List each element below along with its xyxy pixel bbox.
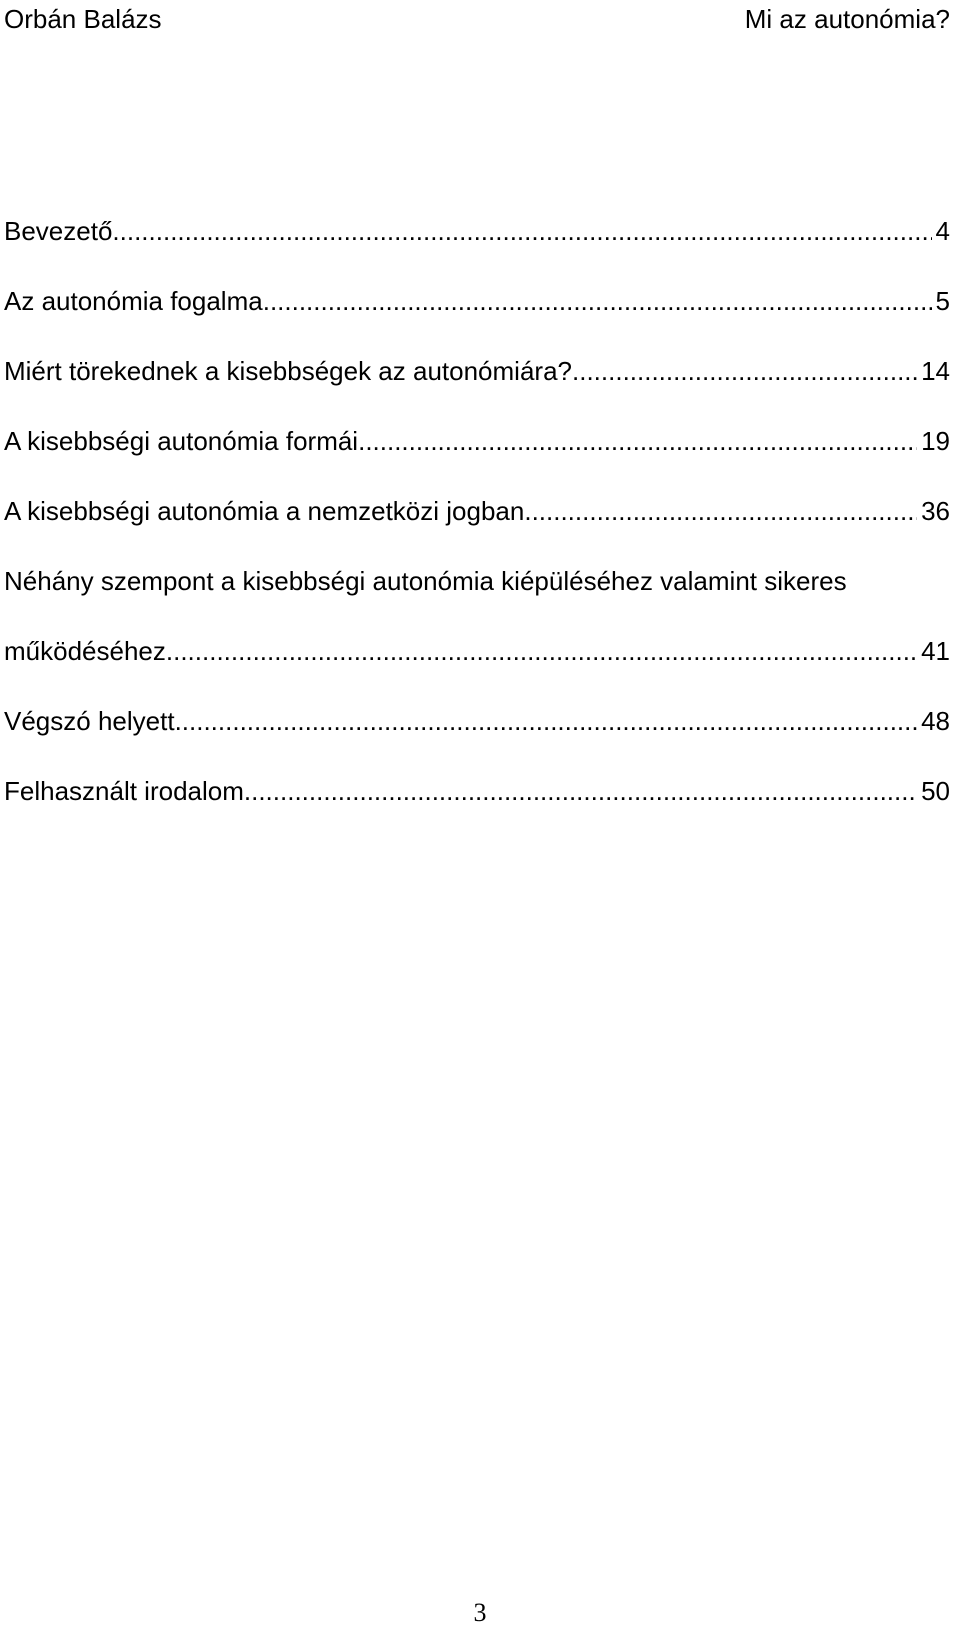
toc-entry-title: A kisebbségi autonómia a nemzetközi jogban — [4, 496, 525, 526]
toc-entry-title: A kisebbségi autonómia formái — [4, 426, 359, 456]
toc-entry-title: Végszó helyett — [4, 706, 175, 736]
header-author: Orbán Balázs — [4, 4, 162, 34]
toc-entry-page: 4 — [935, 216, 950, 246]
toc-dot-leader — [358, 424, 917, 458]
toc-entry-title-line2: működéséhez — [4, 636, 166, 666]
toc-entry-page: 50 — [921, 776, 950, 806]
toc-dot-leader — [572, 354, 917, 388]
toc-dot-leader — [524, 494, 917, 528]
toc-entry-page: 36 — [921, 496, 950, 526]
page-header — [4, 2, 950, 36]
toc-entry-autonomia-formai[interactable] — [4, 424, 950, 458]
toc-entry-page: 48 — [921, 706, 950, 736]
toc-dot-leader — [263, 284, 932, 318]
toc-entry-title: Bevezető — [4, 216, 113, 246]
toc-entry-title-line1: Néhány szempont a kisebbségi autonómia kiépüléséhez valamint sikeres — [4, 566, 847, 596]
toc-dot-leader — [175, 704, 918, 738]
table-of-contents — [4, 214, 950, 808]
toc-dot-leader — [244, 774, 917, 808]
toc-entry-autonomia-fogalma[interactable] — [4, 284, 950, 318]
toc-dot-leader — [112, 214, 931, 248]
toc-dot-leader — [166, 634, 917, 668]
toc-entry-title: Felhasznált irodalom — [4, 776, 244, 806]
toc-entry-page: 14 — [921, 356, 950, 386]
toc-entry-vegszo-helyett[interactable] — [4, 704, 950, 738]
toc-entry-felhasznalt-irodalom[interactable] — [4, 774, 950, 808]
toc-entry-page: 5 — [935, 286, 950, 316]
header-title: Mi az autonómia? — [744, 4, 950, 34]
toc-entry-title: Az autonómia fogalma — [4, 286, 263, 316]
toc-entry-title: Miért törekednek a kisebbségek az autonómiára? — [4, 356, 572, 386]
toc-entry-bevezeto[interactable] — [4, 214, 950, 248]
toc-entry-nemzetkozi-jog[interactable] — [4, 494, 950, 528]
page-number: 3 — [473, 1598, 487, 1627]
toc-entry-page: 19 — [921, 426, 950, 456]
toc-entry-page: 41 — [921, 636, 950, 666]
toc-entry-miert-torekednek[interactable] — [4, 354, 950, 388]
toc-entry-nehany-szempont[interactable] — [4, 564, 950, 668]
